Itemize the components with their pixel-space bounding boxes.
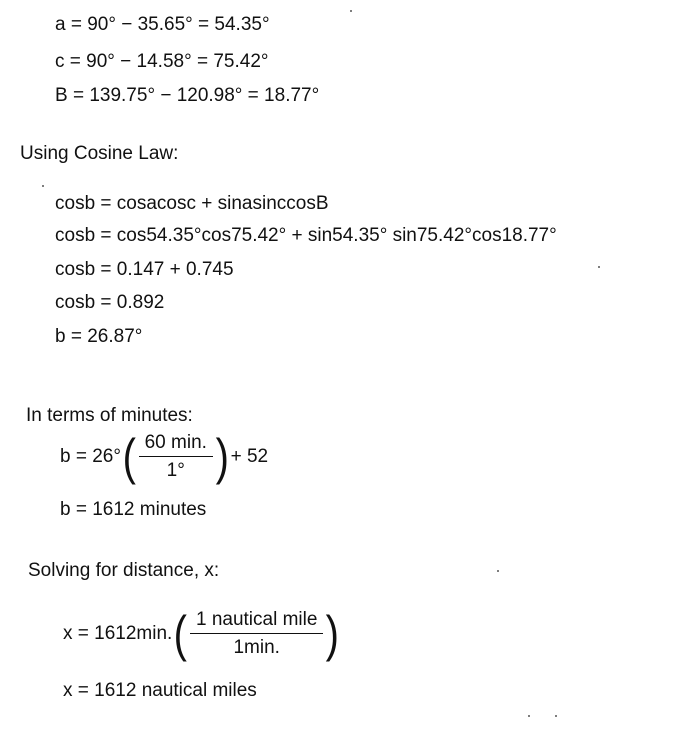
cosine-law-substitution: cosb = cos54.35°cos75.42° + sin54.35° sin75.42°cos18.77°: [55, 225, 557, 246]
distance-result: x = 1612 nautical miles: [63, 680, 257, 701]
distance-conversion-equation: [63, 606, 341, 662]
minutes-lhs: b = 26°: [60, 446, 121, 467]
scan-speck: [598, 266, 600, 268]
right-paren: ): [326, 606, 340, 662]
scan-speck: [42, 185, 44, 187]
right-paren: ): [215, 429, 229, 485]
scan-speck: [497, 570, 499, 572]
minutes-conversion-equation: [60, 429, 269, 485]
distance-heading: Solving for distance, x:: [28, 560, 220, 581]
cosine-law-heading: Using Cosine Law:: [20, 143, 179, 164]
distance-lhs: x = 1612min.: [63, 623, 173, 644]
minutes-heading: In terms of minutes:: [26, 405, 193, 426]
minutes-fraction: [139, 432, 213, 482]
angle-a-equation: a = 90° − 35.65° = 54.35°: [55, 14, 270, 35]
scan-speck: [528, 715, 530, 717]
scan-speck: [350, 10, 352, 12]
scan-speck: [555, 715, 557, 717]
minutes-result: b = 1612 minutes: [60, 499, 207, 520]
cosine-law-cos-value: cosb = 0.892: [55, 292, 165, 313]
left-paren: (: [173, 606, 188, 662]
minutes-denominator: 1°: [166, 460, 185, 481]
distance-numerator: 1 nautical mile: [190, 609, 323, 634]
distance-fraction: [190, 609, 323, 659]
left-paren: (: [122, 429, 136, 485]
angle-c-equation: c = 90° − 14.58° = 75.42°: [55, 51, 269, 72]
angle-B-equation: B = 139.75° − 120.98° = 18.77°: [55, 85, 320, 106]
distance-denominator: 1min.: [233, 637, 280, 658]
cosine-law-partial-sum: cosb = 0.147 + 0.745: [55, 259, 234, 280]
cosine-law-formula: cosb = cosacosc + sinasinccosB: [55, 193, 329, 214]
minutes-numerator: 60 min.: [139, 432, 213, 457]
cosine-law-b-result: b = 26.87°: [55, 326, 143, 347]
minutes-rhs: + 52: [230, 446, 269, 467]
